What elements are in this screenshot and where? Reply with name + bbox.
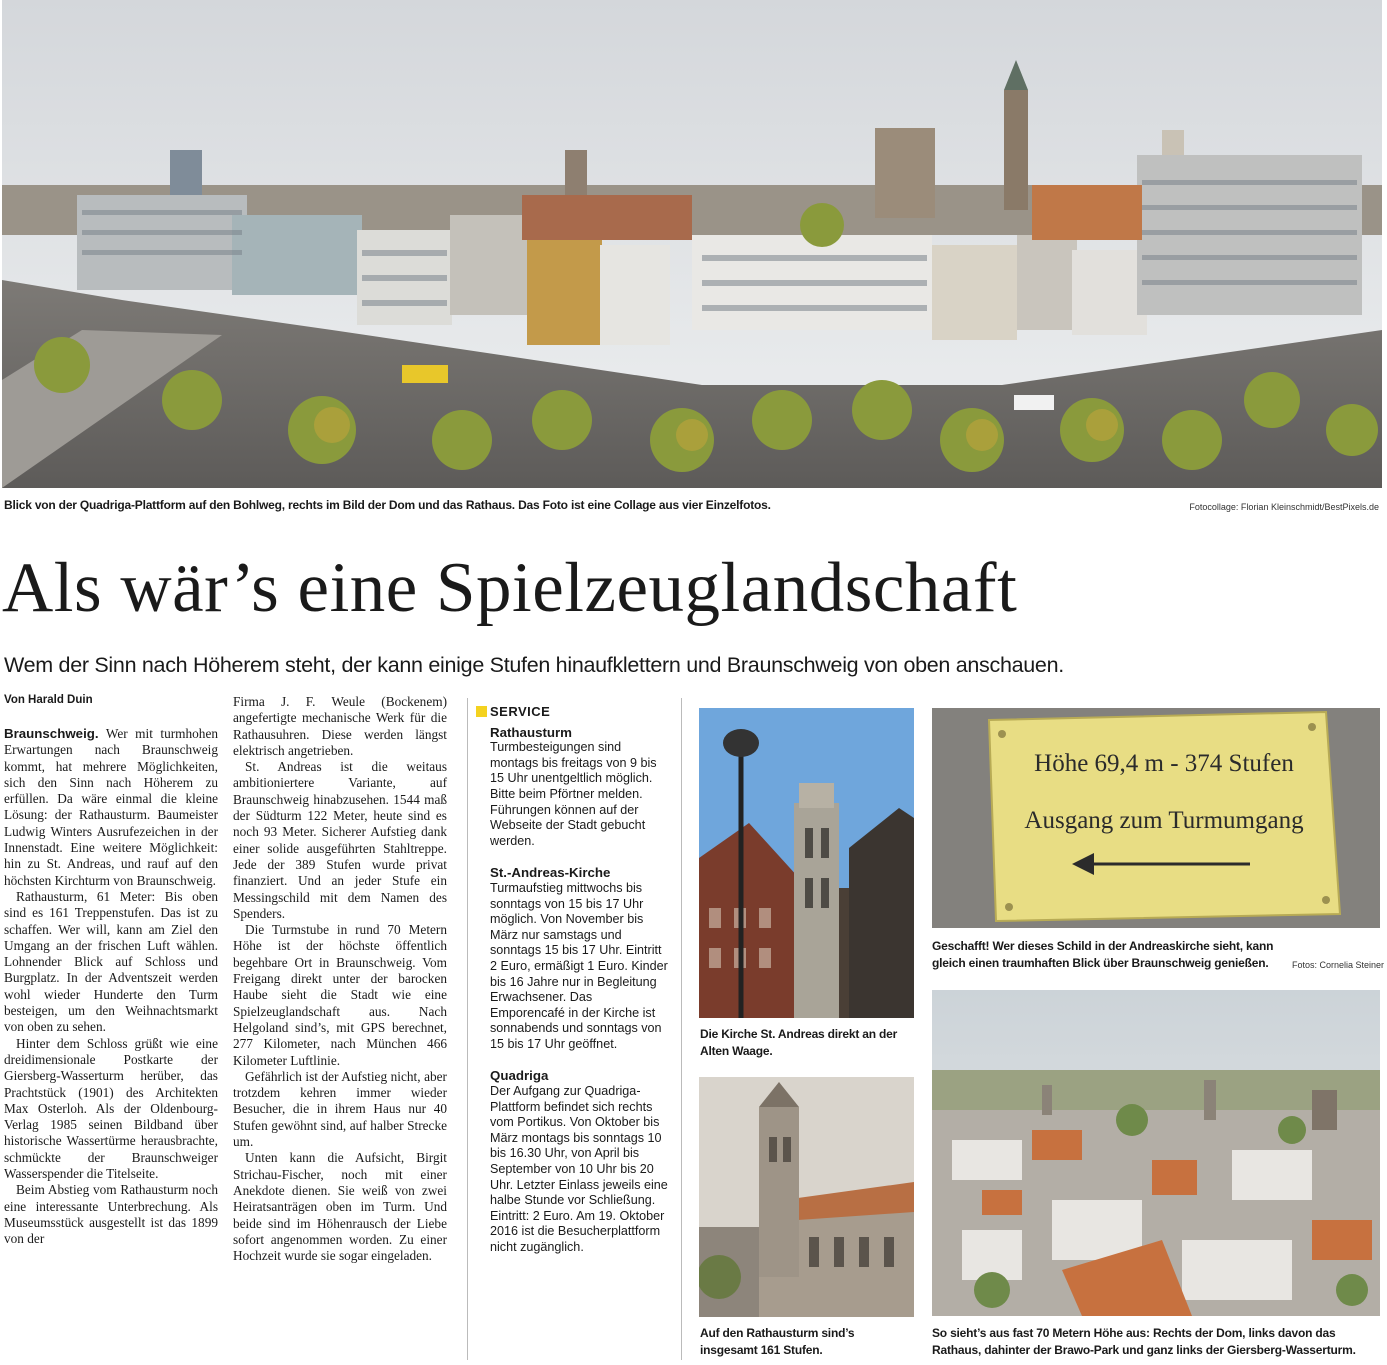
rathaus-photo bbox=[699, 1077, 914, 1317]
service-box bbox=[467, 698, 682, 1360]
paragraph: Firma J. F. Weule (Bockenem) angefertigte mechanische Werk für die Rathausuhren. Diese werden längst elektrisch angetrieben. bbox=[233, 694, 447, 758]
paragraph: Rathausturm, 61 Meter: Bis oben sind es 161 Treppenstufen. Das ist zu schaffen. Wer will, kann am Ziel den Umgang an der frischen Luft wählen. Lohnender Blick auf Schloss und Burgplatz. In der Adventszeit werden wohl wieder Hunderte den Turm besteigen, um den Weihnachtsmarkt von oben zu sehen. bbox=[4, 888, 218, 1035]
andreas-photo bbox=[699, 708, 914, 1018]
service-title: St.-Andreas-Kirche bbox=[490, 865, 611, 881]
service-text: Der Aufgang zur Quadriga-Plattform befindet sich rechts vom Portikus. Von Oktober bis März montags bis sonntags 10 bis 16.30 Uhr, von April bis September von 10 Uhr bis 20 Uhr. Letzter Einlass jeweils eine halbe Stunde vor Schließung. Eintritt: 2 Euro. Am 19. Oktober 2016 ist die Besucherplattform nicht zugänglich. bbox=[490, 1084, 668, 1254]
aerial-photo bbox=[932, 990, 1380, 1316]
paragraph: St. Andreas ist die weitaus ambitioniertere Variante, auf Braunschweig hinabzusehen. 1544 maß der Südturm 122 Meter, heute sind es noch 93 Meter. Sicherer Aufstieg dank einer solide ausgeführten Stahltreppe. Jede der 389 Stufen wurde privat finanziert. Und an jeder Stufe ein Messingschild mit dem Namen des Spenders. bbox=[233, 759, 447, 921]
paragraph: Beim Abstieg vom Rathausturm noch eine interessante Unterbrechung. Als Museumsstück ausgestellt ist das 1899 von der bbox=[4, 1182, 218, 1247]
service-text: Turmaufstieg mittwochs bis sonntags von 15 bis 17 Uhr möglich. Von November bis März nur samstags und sonntags 15 bis 17 Uhr. Eintritt 2 Euro, ermäßigt 1 Euro. Kinder bis 16 Jahre nur in Begleitung Erwachsener. Das Emporencafé in der Kirche ist sonnabends und sonntags von 15 bis 17 Uhr geöffnet. bbox=[490, 880, 668, 1051]
panorama-caption: Blick von der Quadriga-Plattform auf den Bohlweg, rechts im Bild der Dom und das Rathaus. Das Foto ist eine Collage aus vier Einzelfotos. bbox=[4, 498, 771, 512]
service-text: Turmbesteigungen sind montags bis freitags von 9 bis 15 Uhr unentgeltlich möglich. Bitte beim Pförtner melden. Führungen können auf der Webseite der Stadt gebucht werden. bbox=[490, 740, 657, 848]
headline: Als wär’s eine Spielzeuglandschaft bbox=[2, 549, 1018, 627]
paragraph: Hinter dem Schloss grüßt wie eine dreidimensionale Postkarte der Giersberg-Wasserturm herüber, das Prachtstück (1901) des Architekten Max Osterloh. Als der Oldenbourg-Verlag 1985 seinen Bildband über historische Wassertürme herausbrachte, schmückte der Braunschweiger Wasserspender die Titelseite. bbox=[4, 1035, 218, 1182]
sign-line-1: Höhe 69,4 m - 374 Stufen bbox=[1034, 750, 1294, 777]
service-title: Rathausturm bbox=[490, 724, 573, 740]
paragraph: Gefährlich ist der Aufstieg nicht, aber trotzdem kehren immer wieder Besucher, die in ihrem Haus nur 40 Stufen gewöhnt sind, auf halber Strecke um. bbox=[233, 1068, 447, 1150]
sign-photo bbox=[932, 708, 1380, 928]
service-tag: SERVICE bbox=[490, 704, 669, 720]
paragraph: Braunschweig. Wer mit turmhohen Erwartungen nach Braunschweig kommt, hat mehrere Möglichkeiten, sich den Sinn nach Höherem zu erfüllen. Da wäre einmal die kleine Lösung: der Rathausturm. Baumeister Ludwig Winters Ausrufezeichen in der Innenstadt. Eine weitere Möglichkeit: hin zu St. Andreas, und rauf auf den höchsten Kirchturm von Braunschweig. bbox=[4, 726, 218, 888]
panorama-credit: Fotocollage: Florian Kleinschmidt/BestPixels.de bbox=[1189, 502, 1379, 512]
article-column-1 bbox=[4, 726, 218, 1248]
sign-caption: Geschafft! Wer dieses Schild in der Andreaskirche sieht, kann gleich einen traumhaften Blick über Braunschweig genießen. bbox=[932, 939, 1274, 970]
subline: Wem der Sinn nach Höherem steht, der kann einige Stufen hinaufklettern und Braunschweig von oben anschauen. bbox=[4, 653, 1064, 677]
andreas-caption: Die Kirche St. Andreas direkt an der Alten Waage. bbox=[700, 1027, 898, 1058]
paragraph: Die Turmstube in rund 70 Metern Höhe ist der höchste öffentlich begehbare Ort in Braunschweig. Vom Freigang direkt unter der barocken Haube sieht die Stadt wie eine Spielzeuglandschaft aus. Nach Helgoland sind’s, mit GPS berechnet, 277 Kilometer, nach München 466 Kilometer Luftlinie. bbox=[233, 922, 447, 1068]
dateline: Braunschweig. bbox=[4, 726, 99, 741]
aerial-caption: So sieht’s aus fast 70 Metern Höhe aus: Rechts der Dom, links davon das Rathaus, dahinter der Brawo-Park und ganz links der Giersberg-Wasserturm. bbox=[932, 1326, 1356, 1357]
byline: Von Harald Duin bbox=[4, 694, 93, 706]
rathaus-caption: Auf den Rathausturm sind’s insgesamt 161 Stufen. bbox=[700, 1326, 855, 1357]
sign-line-2: Ausgang zum Turmumgang bbox=[1024, 807, 1304, 834]
paragraph: Unten kann die Aufsicht, Birgit Strichau-Fischer, noch mit einer Anekdote dienen. Sie weiß von zwei Heiratsanträgen oben im Turm. Und beide sind im Höhenrausch der Liebe sofort angenommen worden. Zu einer Hochzeit wurde sie sogar eingeladen. bbox=[233, 1150, 447, 1264]
article-column-2 bbox=[233, 694, 447, 1264]
service-title: Quadriga bbox=[490, 1068, 549, 1084]
panorama-photo bbox=[2, 0, 1382, 488]
photo-credit: Fotos: Cornelia Steiner bbox=[1292, 960, 1385, 970]
